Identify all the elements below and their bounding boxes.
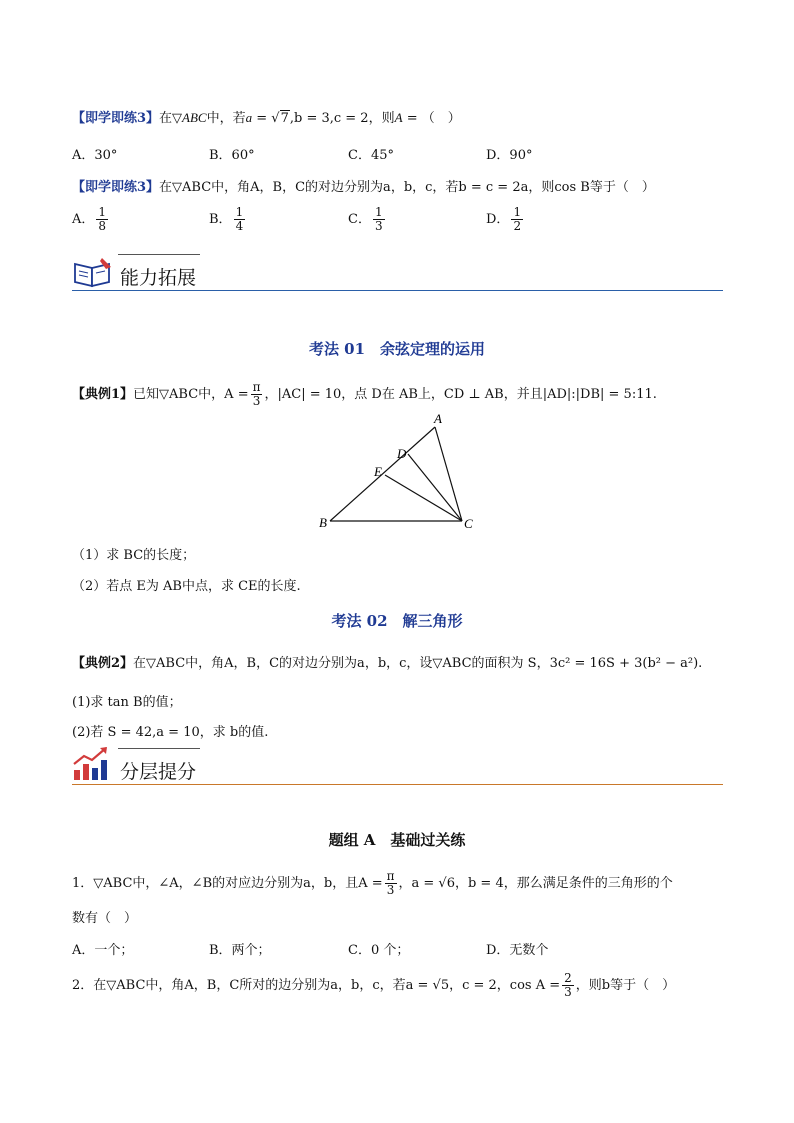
example-2-part-1: (1)求 tan B的值； (72, 695, 182, 710)
label-e: E (374, 464, 382, 479)
section-title-tiered: 分层提分 (120, 761, 197, 783)
practice-question-1 (72, 107, 461, 126)
problem-1: 1．▽ABC中，∠A，∠B的对应边分别为a，b，且A = $\frac{\pi}{3}$ ，a = √6，b = 4，那么满足条件的三角形的个 (72, 869, 673, 897)
example-1: 【典例1】已知▽ABC中，A = $\frac{\pi}{3}$ ，|AC| = 10，点 D在 AB上，CD ⊥ AB，并且|AD|:|DB| = 5:11. (72, 380, 657, 408)
p2-text-a: 2．在▽ABC中，角A，B，C所对的边分别为a，b，c，若a = √5，c = 2，cos A = (72, 978, 561, 993)
q1-rest: ,b = 3,c = 2 (289, 111, 369, 126)
p1-text-b: ，a = √6，b = 4，那么满足条件的三角形的个 (398, 876, 673, 891)
q2-option-d: D． $\frac{1}{2}$ (486, 205, 522, 233)
question-prefix: 【即学即练3】 (72, 111, 160, 126)
label-b: B (319, 515, 327, 530)
q1-end: = （ ） (402, 111, 461, 126)
section-accent-rule (118, 748, 200, 749)
example-2 (72, 652, 702, 671)
p1-option-a: A．一个； (72, 943, 134, 958)
q1-option-d: D．90° (486, 148, 533, 163)
q2-option-c: C． $\frac{1}{3}$ (348, 205, 383, 233)
book-icon (72, 256, 114, 288)
label-d: D (397, 446, 407, 461)
group-heading-a: 题组 A 基础过关练 (328, 831, 466, 849)
q1-option-c: C．45° (348, 148, 394, 163)
practice-question-2 (72, 176, 655, 195)
example-prefix: 【典例2】 (72, 656, 134, 671)
section-title-ability: 能力拓展 (120, 267, 197, 289)
ex1-text-b: ，|AC| = 10，点 D在 AB上，CD ⊥ AB，并且|AD|:|DB| = 5:11. (264, 387, 657, 402)
section-rule-blue (72, 290, 723, 291)
example-1-part-1: （1）求 BC的长度； (72, 548, 196, 563)
label-c: C (464, 516, 473, 531)
q1-text-b: 中，若 (206, 111, 246, 126)
label-a: A (434, 411, 442, 426)
q2-option-a: A． $\frac{1}{8}$ (72, 205, 107, 233)
q1-text-a: 在▽ (159, 111, 183, 126)
example-2-part-2: (2)若 S = 42,a = 10，求 b的值. (72, 725, 269, 740)
bar-chart-icon (72, 746, 112, 782)
q2-text: 在▽ABC中，角A，B，C的对边分别为a，b，c，若b = c = 2a，则cos B等于（ ） (159, 180, 655, 195)
ex2-text: 在▽ABC中，角A，B，C的对边分别为a，b，c，设▽ABC的面积为 S，3c² = 16S + 3(b² − a²). (133, 656, 703, 671)
q2-option-b: B． $\frac{1}{4}$ (209, 205, 244, 233)
example-prefix: 【典例1】 (72, 387, 134, 402)
q1-eq1: = √ (252, 111, 280, 126)
p1-text-a: 1．▽ABC中，∠A，∠B的对应边分别为a，b，且A = (72, 876, 383, 891)
method-heading-01: 考法 01 余弦定理的运用 (308, 340, 486, 358)
side-ab (330, 427, 435, 521)
p1-option-b: B．两个； (209, 943, 271, 958)
question-prefix: 【即学即练3】 (72, 180, 160, 195)
section-accent-rule (118, 254, 200, 255)
p1-option-c: C．0 个； (348, 943, 410, 958)
p1-option-d: D．无数个 (486, 943, 549, 958)
q1-option-a: A．30° (72, 148, 118, 163)
q1-abc: ABC (182, 110, 207, 125)
p2-text-b: ，则b等于（ ） (575, 978, 676, 993)
q1-sqrt: 7 (280, 111, 289, 126)
q1-A: A (394, 110, 403, 125)
triangle-figure (310, 410, 490, 535)
ex1-text-a: 已知▽ABC中，A = (133, 387, 249, 402)
example-1-part-2: （2）若点 E为 AB中点，求 CE的长度. (72, 579, 301, 594)
section-rule-orange (72, 784, 723, 785)
q1-text-c: ，则 (368, 111, 395, 126)
segment-cd (408, 454, 462, 521)
problem-2: 2．在▽ABC中，角A，B，C所对的边分别为a，b，c，若a = √5，c = 2，cos A = $\frac{2}{3}$ ，则b等于（ ） (72, 971, 676, 999)
q1-option-b: B．60° (209, 148, 255, 163)
problem-1-continued: 数有（ ） (72, 911, 138, 926)
q1-a: a (245, 110, 253, 125)
method-heading-02: 考法 02 解三角形 (331, 612, 463, 630)
